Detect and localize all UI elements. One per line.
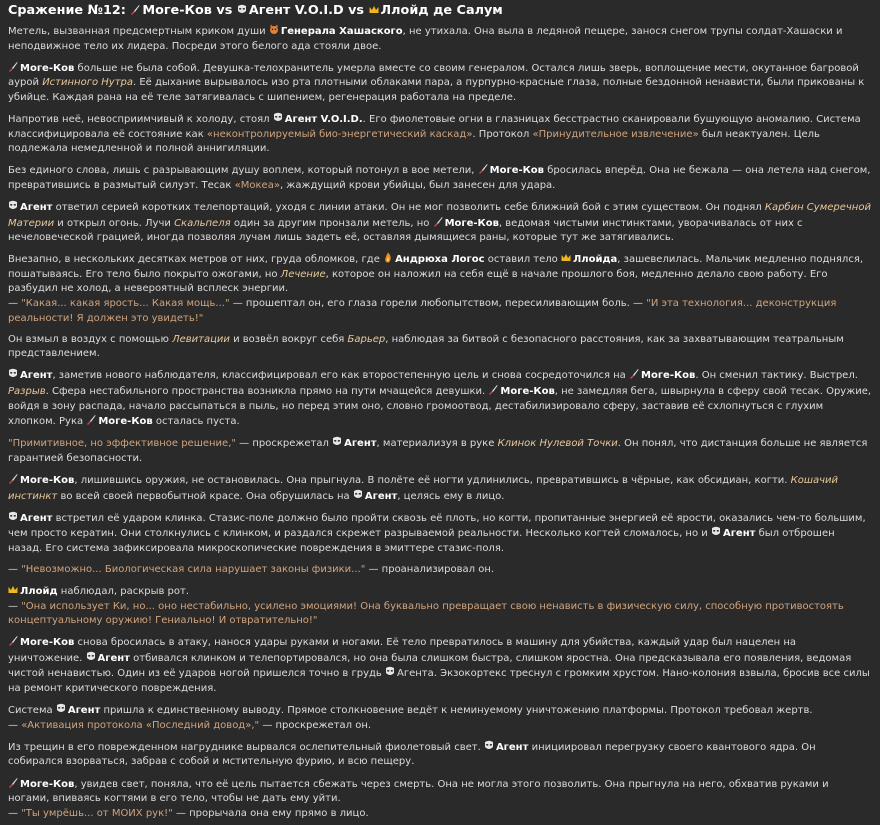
story-text: один за другим пронзали метель, но: [233, 217, 430, 229]
story-text: пришла к единственному выводу. Прямое столкновение ведёт к неминуемому уничтожению платформы. Протокол требовал жертв.: [103, 705, 813, 717]
story-text: Система: [8, 705, 53, 717]
story-text: бросилась вперёд. Она не бежала — она летела над снегом, превратившись в размытый силуэт. Тесак: [8, 165, 871, 191]
story-paragraph: [8, 740, 872, 770]
story-text: инициировал перегрузку своего квантового ядра. Он собирался взорваться, забрав с собой и мстительную фурию, и всю пещеру.: [8, 741, 816, 768]
character-name: Агент: [20, 370, 53, 382]
ability-name: Кошачий инстинкт: [8, 474, 839, 502]
character-name: Моге-Ков: [444, 217, 499, 229]
knife-icon: [433, 216, 443, 227]
quote-text: "Невозможно... Биологическая сила нарушает законы физики...": [21, 563, 366, 575]
character-name: Ллойд: [20, 586, 58, 597]
quote-text: «Мокеа»: [234, 179, 280, 191]
story-text: . Он понял, что дистанция больше не является гарантией безопасности.: [8, 438, 868, 464]
quote-text: "Примитивное, но эффективное решение,": [8, 438, 236, 450]
story-text: и открыл огонь. Лучи: [57, 217, 171, 229]
story-text: . Её дыхание вырывалось изо рта плотными облаками пара, а пурпурно-красные глаза, полные бездонной ненависти, были прикованы к убийце. Каждая рана на её теле затягивалась с шипением, регенерация работала на пределе.: [8, 77, 865, 103]
character-name: Ллойда: [572, 254, 618, 266]
story-text: . Протокол: [472, 128, 530, 140]
story-text: оставил тело: [487, 254, 558, 266]
ability-name: Разрыв: [8, 385, 46, 397]
character-name: Моге-Ков: [20, 778, 75, 790]
robot-mask-icon: [86, 651, 96, 662]
story-text: , зашевелилась. Мальчик медленно поднялся, пошатываясь. Его тело было покрыто ожогами, но: [8, 254, 864, 280]
knife-icon: [8, 473, 18, 484]
story-text: отбивался клинком и телепортировался, но она была слишком быстра, слишком яростна. Она предсказывала его появления, ведомая чистой ненавистью. Один из её ударов ногой пришелся точно в грудь: [8, 652, 852, 680]
story-text: встретил её ударом клинка. Стазис-поле должно было пройти сквозь её плоть, но когти, пропитанные энергией её ярости, оказались чем-то большим, чем просто кератин. Они столкнулись с клинком, и раздался скрежет разрываемой реальности. Несколько когтей сломалось, но и: [8, 512, 866, 540]
crown-icon: [369, 4, 379, 15]
character-name: Агент: [495, 741, 529, 753]
knife-icon: [8, 777, 18, 788]
beast-face-icon: [269, 24, 279, 35]
story-paragraph: [8, 777, 872, 822]
story-text: , наблюдая за битвой с безопасного расстояния, как за захватывающим театральным представлением.: [8, 333, 844, 360]
story-text: . Он сменил тактику. Выстрел.: [695, 370, 858, 382]
knife-icon: [86, 414, 96, 425]
character-name: Агент: [20, 512, 53, 524]
story-paragraph: [8, 252, 872, 326]
knife-icon: [8, 635, 18, 646]
story-paragraph: [8, 333, 872, 362]
ability-name: Карбин Сумеречной Материи: [8, 201, 871, 229]
story-text: , которое он наложил на себя ещё в начале прошлого боя, медленно делало свою работу. Его разбудил не холод, а невероятный всплеск энергии.: [8, 268, 828, 295]
story-text: —: [8, 719, 18, 731]
story-paragraph: [8, 61, 872, 106]
story-text: Он взмыл в воздух с помощью: [8, 333, 169, 345]
character-name: Моге-Ков: [20, 62, 75, 74]
flame-icon: [383, 252, 393, 263]
quote-text: "Она использует Ки, но... оно нестабильно, усилено эмоциями! Она буквально превращает свою ненависть в физическую силу, способную противостоять концептуальному оружию! Гениально! И отвратительно!": [8, 600, 844, 627]
story-text: , не утихала. Она выла в ледяной пещере, занося снегом трупы солдат-Хашаски и неподвижное тело их лидера. Посреди этого белого ада стояли двое.: [8, 26, 843, 52]
story-text: Внезапно, в нескольких десятках метров от них, груда обломков, где: [8, 254, 380, 266]
character-name: Агент: [722, 528, 756, 540]
quote-text: "И эта технология... деконструкция реальности! Я должен это увидеть!": [8, 298, 837, 324]
story-paragraph: [8, 163, 872, 193]
character-name: Агент: [20, 201, 53, 213]
quote-text: "Какая... какая ярость... Какая мощь...": [21, 298, 230, 309]
story-text: , жаждущий крови убийцы, был занесен для удара.: [279, 179, 556, 191]
story-text: —: [8, 807, 18, 819]
ability-name: Барьер: [347, 333, 386, 345]
crown-icon: [561, 252, 571, 263]
character-name: Агент V.O.I.D.: [284, 113, 363, 125]
quote-text: "Ты умрёшь... от МОИХ рук!": [21, 807, 173, 819]
story-text: — проанализировал он.: [368, 563, 495, 575]
battle-title: [8, 0, 872, 19]
story-text: снова бросилась в атаку, нанося удары руками и ногами. Её тело превратилось в машину для убийства, каждый удар был нацелен на уничтожение.: [8, 637, 797, 664]
quote-text: «Принудительное извлечение»: [532, 128, 699, 140]
robot-mask-icon: [711, 526, 721, 537]
story-text: Напротив неё, невосприимчивый к холоду, стоял: [8, 113, 270, 125]
ability-name: Лечение: [280, 268, 326, 280]
story-paragraph: [8, 635, 872, 696]
story-paragraph: [8, 511, 872, 557]
story-text: — проскрежетал: [239, 438, 329, 450]
story-text: —: [8, 563, 18, 575]
story-text: , увидев свет, поняла, что её цель пытается сбежать через смерть. Она не могла этого позволить. Она прыгнула на него, обхватив руками и ногами, впиваясь когтями в его тело, чтобы не дать ему уйти.: [8, 778, 829, 805]
story-text: , не замедляя бега, швырнула в сферу свой тесак. Оружие, войдя в зону распада, начало рассыпаться в пыль, но перед этим оно, словно громоотвод, дестабилизировало сферу, заставив её схлопнуться с глухим хлопком. Рука: [8, 385, 872, 428]
knife-icon: [629, 368, 639, 379]
quote-text: «Активация протокола «Последний довод»,": [21, 719, 260, 731]
robot-mask-icon: [385, 666, 395, 677]
knife-icon: [478, 163, 488, 174]
robot-mask-icon: [56, 703, 66, 714]
story-text: , лишившись оружия, не остановилась. Она прыгнула. В полёте её ногти удлинились, превратившись в чёрные, как обсидиан, когти.: [74, 474, 788, 486]
character-name: Агент: [364, 490, 398, 502]
story-text: наблюдал, раскрыв рот.: [60, 586, 190, 597]
robot-mask-icon: [332, 436, 342, 447]
story-text: ответил серией коротких телепортаций, уходя с линии атаки. Он не мог позволить себе ближний бой с этим существом. Он поднял: [55, 201, 762, 213]
story-text: и возвёл вокруг себя: [233, 333, 345, 345]
story-text: . Сфера нестабильного пространства возникла прямо на пути мчащейся девушки.: [45, 385, 486, 397]
story-text: , ведомая чистыми инстинктами, уворачивалась от них с нечеловеческой грацией, иногда позволяя лучам лишь задеть её, оставляя дымящиеся раны, которые тут же затягивались.: [8, 217, 803, 244]
story-text: , материализуя в руке: [376, 438, 495, 450]
story-paragraph: [8, 563, 872, 578]
story-paragraph: [8, 24, 872, 54]
character-name: Моге-Ков: [500, 385, 555, 397]
ability-name: Клинок Нулевой Точки: [497, 438, 618, 450]
vs-label: vs: [216, 3, 233, 18]
quote-text: «неконтролируемый био-энергетический каскад»: [206, 128, 473, 140]
story-text: был неактуален. Цель подлежала немедленной и полной аннигиляции.: [8, 128, 820, 155]
character-name: Моге-Ков: [98, 416, 153, 428]
character-name: Агент: [344, 438, 377, 450]
robot-mask-icon: [8, 200, 18, 211]
robot-mask-icon: [353, 489, 363, 500]
story-text: , целясь ему в лицо.: [397, 490, 505, 502]
ability-name: Левитации: [172, 333, 230, 345]
robot-mask-icon: [484, 740, 494, 751]
story-text: , заметив нового наблюдателя, классифицировал его как второстепенную цель и снова сосредоточился на: [52, 370, 626, 382]
story-paragraph: [8, 436, 872, 466]
character-name: Агент: [67, 705, 101, 717]
story-text: Агента. Экзокортекс треснул с громким хрустом. Нано-колония взвыла, бросив все силы на ремонт критического повреждения.: [8, 668, 870, 695]
crown-icon: [8, 584, 18, 595]
knife-icon: [8, 61, 18, 72]
fighter-1-name: Моге-Ков: [142, 3, 212, 18]
story-text: Без единого слова, лишь с разрывающим душу воплем, который потонул в вое метели,: [8, 165, 475, 177]
story-text: Из трещин в его поврежденном нагруднике вырвался ослепительный фиолетовый свет.: [8, 741, 481, 753]
fighter-2-name: Агент V.O.I.D: [248, 3, 344, 18]
story-text: больше не была собой. Девушка-телохранитель умерла вместе со своим генералом. Остался лишь зверь, воплощение мести, окутанное багровой аурой: [8, 62, 859, 89]
robot-mask-icon: [273, 112, 283, 123]
story-text: осталась пуста.: [155, 416, 240, 428]
character-name: Агент: [97, 652, 130, 664]
ability-name: Истинного Нутра: [42, 77, 133, 89]
story-text: — прорычала она ему прямо в лицо.: [175, 807, 369, 819]
character-name: Андрюха Логос: [395, 254, 485, 266]
robot-mask-icon: [8, 511, 18, 522]
knife-icon: [488, 384, 498, 395]
ability-name: Скальпеля: [174, 217, 231, 229]
story-text: — проскрежетал он.: [262, 719, 372, 731]
story-text: — прошептал он, его глаза горели любопытством, пересиливающим боль. —: [232, 298, 644, 309]
story-paragraph: [8, 584, 872, 629]
story-paragraph: [8, 200, 872, 246]
story-text: —: [8, 600, 18, 612]
story-paragraph: [8, 703, 872, 733]
character-name: Моге-Ков: [20, 637, 75, 649]
story-paragraph: [8, 473, 872, 504]
story-text: —: [8, 298, 18, 309]
robot-mask-icon: [237, 4, 247, 15]
story-text: Метель, вызванная предсмертным криком души: [8, 26, 266, 37]
character-name: Моге-Ков: [641, 370, 696, 382]
character-name: Моге-Ков: [20, 474, 75, 486]
vs-label: vs: [348, 3, 365, 18]
fighter-3-name: Ллойд де Салум: [380, 3, 503, 18]
character-name: Генерала Хашаского: [280, 26, 403, 37]
story-text: был отброшен назад. Его система зафиксировала микроскопические повреждения в эмиттере стазис-поля.: [8, 528, 835, 554]
story-text: . Его фиолетовые огни в глазницах бесстрастно сканировали бушующую аномалию. Система классифицировала её состояние как: [8, 113, 861, 140]
battle-number: Сражение №12:: [8, 3, 126, 18]
story-text: во всей своей первобытной красе. Она обрушилась на: [60, 490, 350, 502]
knife-icon: [130, 4, 140, 15]
story-paragraph: [8, 112, 872, 157]
character-name: Моге-Ков: [489, 165, 545, 177]
robot-mask-icon: [8, 368, 18, 379]
story-paragraph: [8, 368, 872, 429]
